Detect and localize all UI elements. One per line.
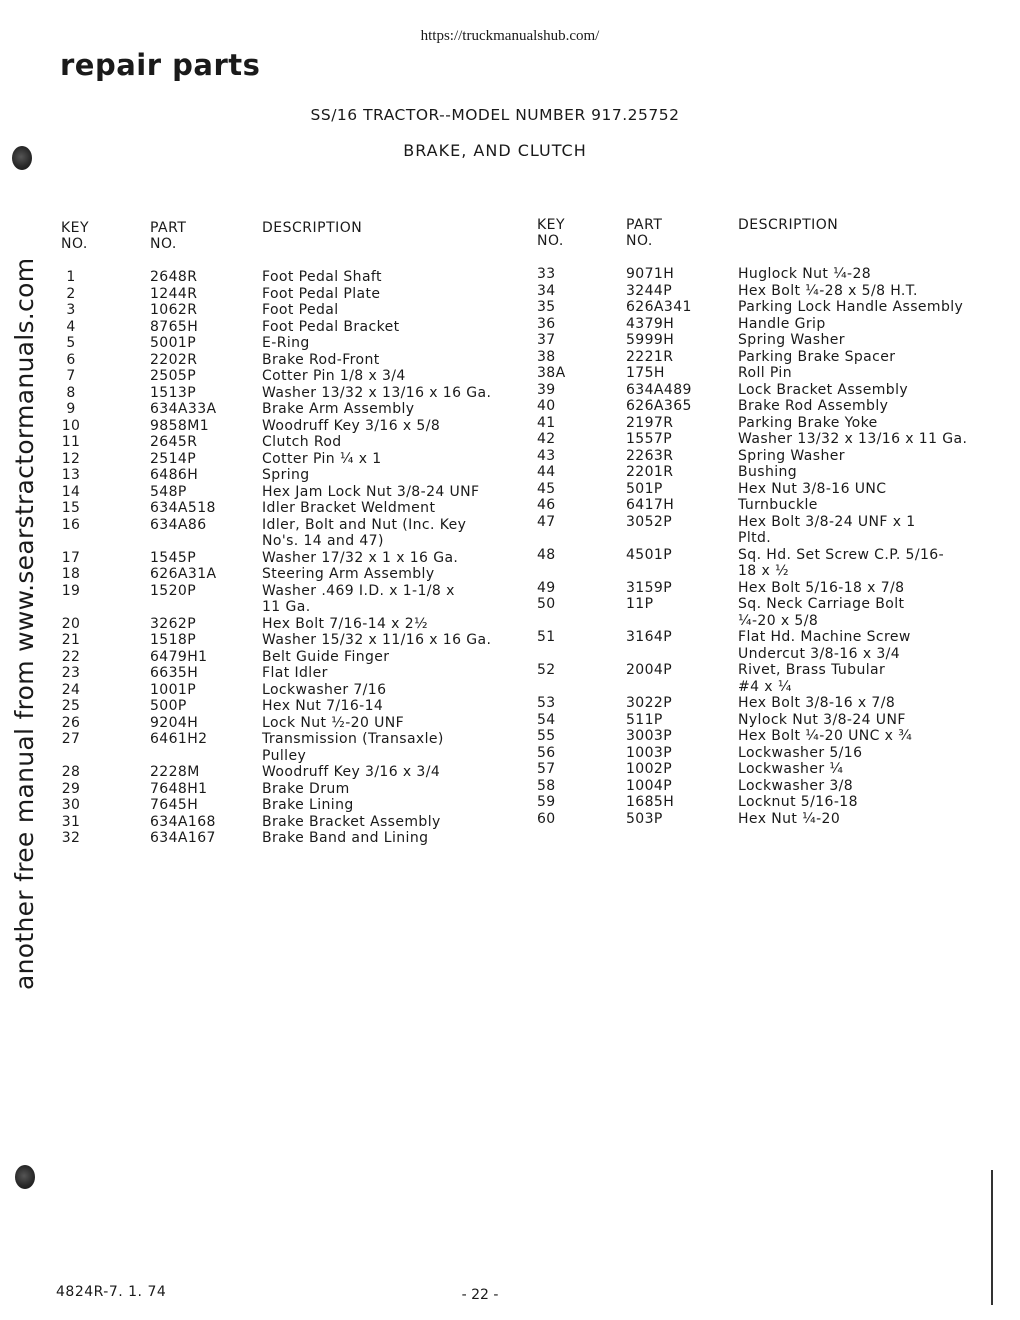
part-description: Undercut 3/8-16 x 3/4: [738, 645, 901, 662]
part-description: Pulley: [262, 747, 307, 764]
key-number: 28: [61, 764, 81, 780]
key-number: 55: [537, 728, 556, 744]
part-description: Washer 17/32 x 1 x 16 Ga.: [262, 549, 459, 566]
part-description: Hex Nut 7/16-14: [262, 698, 384, 714]
part-description: No's. 14 and 47): [262, 533, 384, 549]
part-number: 9858M1: [150, 417, 210, 434]
key-number: 16: [61, 516, 81, 533]
key-number: 21: [61, 632, 81, 648]
part-number: 2263R: [626, 447, 674, 464]
part-number: 9204H: [150, 714, 199, 731]
part-number: 4501P: [626, 546, 673, 563]
key-number: 4: [66, 318, 76, 335]
part-number: 6486H: [150, 467, 199, 483]
part-description: Woodruff Key 3/16 x 5/8: [262, 417, 441, 434]
part-number: 634A489: [626, 381, 692, 398]
part-description: Roll Pin: [738, 365, 792, 381]
key-number: 9: [66, 401, 76, 417]
key-number: 60: [537, 810, 556, 827]
part-number: 1004P: [626, 777, 673, 794]
key-number: 46: [537, 497, 556, 513]
key-number: 57: [537, 761, 556, 777]
part-number: 634A167: [150, 830, 216, 846]
part-description: Hex Bolt ¼-20 UNC x ¾: [738, 728, 913, 744]
part-number: 626A365: [626, 398, 692, 414]
part-number: 7645H: [150, 797, 199, 813]
part-description: Foot Pedal Bracket: [262, 318, 400, 335]
key-number: 15: [61, 500, 81, 516]
key-number: 52: [537, 662, 556, 678]
part-description: Brake Lining: [262, 797, 354, 813]
key-number: 35: [537, 299, 556, 315]
part-number: 1244R: [150, 285, 198, 302]
part-description: Hex Bolt 3/8-16 x 7/8: [738, 695, 896, 711]
key-number: 51: [537, 629, 556, 645]
part-number: 2004P: [626, 662, 673, 678]
key-number: 25: [61, 698, 81, 714]
footer-code: 4824R-7. 1. 74: [56, 1284, 167, 1300]
right-header-part: PART NO.: [626, 217, 663, 249]
key-number: 54: [537, 711, 556, 728]
part-number: 1003P: [626, 744, 673, 761]
part-number: 11P: [626, 596, 654, 612]
part-number: 3164P: [626, 629, 673, 645]
part-description: Pltd.: [738, 530, 772, 546]
watermark-text: another free manual from www.searstractormanuals.com: [10, 257, 39, 990]
part-description: Turnbuckle: [738, 497, 818, 513]
key-number: 23: [61, 665, 81, 681]
key-number: 32: [61, 830, 81, 846]
part-number: 1001P: [150, 681, 197, 698]
key-number: 34: [537, 282, 556, 299]
part-description: Spring Washer: [738, 447, 845, 464]
part-description: Flat Idler: [262, 665, 328, 681]
key-number: 14: [61, 483, 81, 500]
part-description: Hex Bolt 7/16-14 x 2½: [262, 615, 428, 632]
section-title: BRAKE, AND CLUTCH: [403, 141, 587, 160]
key-number: 50: [537, 596, 556, 612]
part-number: 626A31A: [150, 566, 217, 582]
key-number: 40: [537, 398, 556, 414]
part-number: 6417H: [626, 497, 675, 513]
part-description: Brake Arm Assembly: [262, 401, 415, 417]
key-number: 1: [66, 269, 76, 285]
part-description: Cotter Pin 1/8 x 3/4: [262, 368, 406, 384]
key-number: 20: [61, 615, 81, 632]
part-description: Spring Washer: [738, 332, 845, 348]
part-description: 11 Ga.: [262, 599, 311, 615]
part-description: Parking Brake Spacer: [738, 348, 896, 365]
part-description: Sq. Neck Carriage Bolt: [738, 596, 905, 612]
part-description: Washer 13/32 x 13/16 x 16 Ga.: [262, 384, 492, 401]
part-number: 3003P: [626, 728, 673, 744]
part-description: Cotter Pin ¼ x 1: [262, 450, 382, 467]
part-number: 634A86: [150, 516, 207, 533]
key-number: 18: [61, 566, 81, 582]
part-description: Belt Guide Finger: [262, 648, 390, 665]
part-description: Nylock Nut 3/8-24 UNF: [738, 711, 906, 728]
key-number: 56: [537, 744, 556, 761]
key-number: 22: [61, 648, 81, 665]
part-number: 9071H: [626, 266, 675, 282]
page-edge-line: [991, 1170, 993, 1305]
part-description: Washer 15/32 x 11/16 x 16 Ga.: [262, 632, 492, 648]
key-number: 42: [537, 431, 556, 447]
part-description: Idler, Bolt and Nut (Inc. Key: [262, 516, 467, 533]
part-number: 1545P: [150, 549, 197, 566]
part-description: Lockwasher 7/16: [262, 681, 387, 698]
key-number: 12: [61, 450, 81, 467]
part-number: 1002P: [626, 761, 673, 777]
part-description: #4 x ¼: [738, 678, 792, 695]
key-number: 3: [66, 302, 76, 318]
part-description: Woodruff Key 3/16 x 3/4: [262, 764, 441, 780]
part-number: 6635H: [150, 665, 199, 681]
key-number: 38: [537, 348, 556, 365]
part-number: 2197R: [626, 414, 674, 431]
part-number: 2514P: [150, 450, 197, 467]
part-description: Transmission (Transaxle): [262, 731, 444, 747]
part-number: 1518P: [150, 632, 197, 648]
part-description: 18 x ½: [738, 563, 789, 579]
key-number: 7: [66, 368, 76, 384]
part-description: Lock Nut ½-20 UNF: [262, 714, 405, 731]
part-number: 2201R: [626, 464, 674, 480]
key-number: 10: [61, 417, 81, 434]
key-number: 45: [537, 480, 556, 497]
part-number: 3159P: [626, 579, 673, 596]
binder-hole-bottom-icon: [15, 1165, 35, 1189]
part-number: 501P: [626, 480, 663, 497]
part-description: ¼-20 x 5/8: [738, 612, 819, 629]
key-number: 31: [61, 813, 81, 830]
part-description: Brake Band and Lining: [262, 830, 429, 846]
key-number: 8: [66, 384, 76, 401]
part-description: Hex Bolt 5/16-18 x 7/8: [738, 579, 905, 596]
page-number: - 22 -: [461, 1287, 499, 1303]
part-description: Locknut 5/16-18: [738, 794, 858, 810]
part-number: 1557P: [626, 431, 673, 447]
key-number: 39: [537, 381, 556, 398]
key-number: 13: [61, 467, 81, 483]
part-description: Hex Jam Lock Nut 3/8-24 UNF: [262, 483, 480, 500]
left-header-part: PART NO.: [150, 220, 187, 252]
part-description: Idler Bracket Weldment: [262, 500, 436, 516]
key-number: 44: [537, 464, 556, 480]
part-description: Bushing: [738, 464, 798, 480]
part-number: 503P: [626, 810, 663, 827]
part-description: Hex Bolt ¼-28 x 5/8 H.T.: [738, 282, 918, 299]
part-description: Lock Bracket Assembly: [738, 381, 909, 398]
key-number: 33: [537, 266, 556, 282]
part-number: 2202R: [150, 351, 198, 368]
left-header-description: DESCRIPTION: [262, 220, 363, 236]
part-number: 634A168: [150, 813, 216, 830]
key-number: 59: [537, 794, 556, 810]
key-number: 26: [61, 714, 81, 731]
key-number: 38A: [537, 365, 566, 381]
part-description: Hex Nut ¼-20: [738, 810, 841, 827]
part-number: 5001P: [150, 335, 197, 351]
part-description: Hex Nut 3/8-16 UNC: [738, 480, 887, 497]
part-number: 175H: [626, 365, 665, 381]
key-number: 5: [66, 335, 76, 351]
right-header-key: KEY NO.: [537, 217, 566, 249]
key-number: 2: [66, 285, 76, 302]
part-description: Foot Pedal Shaft: [262, 269, 382, 285]
part-number: 634A518: [150, 500, 216, 516]
binder-hole-top-icon: [12, 146, 32, 170]
part-number: 8765H: [150, 318, 199, 335]
key-number: 11: [61, 434, 81, 450]
part-description: Steering Arm Assembly: [262, 566, 435, 582]
part-description: Rivet, Brass Tubular: [738, 662, 886, 678]
part-number: 2221R: [626, 348, 674, 365]
key-number: 49: [537, 579, 556, 596]
part-description: Hex Bolt 3/8-24 UNF x 1: [738, 513, 916, 530]
key-number: 24: [61, 681, 81, 698]
part-number: 6461H2: [150, 731, 208, 747]
part-description: E-Ring: [262, 335, 310, 351]
part-number: 2645R: [150, 434, 198, 450]
part-number: 1062R: [150, 302, 198, 318]
part-description: Handle Grip: [738, 315, 826, 332]
part-number: 3022P: [626, 695, 673, 711]
part-description: Lockwasher ¼: [738, 761, 844, 777]
part-description: Parking Lock Handle Assembly: [738, 299, 964, 315]
part-number: 500P: [150, 698, 187, 714]
part-number: 1513P: [150, 384, 197, 401]
part-description: Brake Drum: [262, 780, 350, 797]
model-subtitle: SS/16 TRACTOR--MODEL NUMBER 917.25752: [310, 106, 680, 124]
part-number: 626A341: [626, 299, 692, 315]
key-number: 19: [61, 582, 81, 599]
key-number: 6: [66, 351, 76, 368]
part-number: 3052P: [626, 513, 673, 530]
key-number: 47: [537, 513, 556, 530]
part-number: 2648R: [150, 269, 198, 285]
key-number: 17: [61, 549, 81, 566]
part-description: Lockwasher 3/8: [738, 777, 854, 794]
key-number: 36: [537, 315, 556, 332]
part-number: 7648H1: [150, 780, 208, 797]
right-header-description: DESCRIPTION: [738, 217, 839, 233]
part-description: Sq. Hd. Set Screw C.P. 5/16-: [738, 546, 945, 563]
key-number: 58: [537, 777, 556, 794]
part-number: 511P: [626, 711, 663, 728]
part-description: Clutch Rod: [262, 434, 342, 450]
part-description: Washer 13/32 x 13/16 x 11 Ga.: [738, 431, 968, 447]
part-description: Lockwasher 5/16: [738, 744, 863, 761]
source-url[interactable]: https://truckmanualshub.com/: [420, 28, 600, 44]
key-number: 48: [537, 546, 556, 563]
key-number: 53: [537, 695, 556, 711]
part-number: 634A33A: [150, 401, 217, 417]
part-number: 1685H: [626, 794, 675, 810]
part-description: Huglock Nut ¼-28: [738, 266, 872, 282]
part-number: 3244P: [626, 282, 673, 299]
key-number: 27: [61, 731, 81, 747]
key-number: 37: [537, 332, 556, 348]
part-number: 4379H: [626, 315, 675, 332]
part-description: Foot Pedal: [262, 302, 339, 318]
part-description: Washer .469 I.D. x 1-1/8 x: [262, 582, 455, 599]
part-number: 548P: [150, 483, 187, 500]
part-description: Foot Pedal Plate: [262, 285, 381, 302]
left-header-key: KEY NO.: [61, 220, 90, 252]
part-number: 5999H: [626, 332, 675, 348]
page-heading: repair parts: [60, 48, 261, 82]
part-description: Parking Brake Yoke: [738, 414, 878, 431]
part-description: Flat Hd. Machine Screw: [738, 629, 911, 645]
part-description: Brake Rod-Front: [262, 351, 380, 368]
part-number: 1520P: [150, 582, 197, 599]
part-description: Brake Rod Assembly: [738, 398, 889, 414]
part-description: Spring: [262, 467, 310, 483]
key-number: 41: [537, 414, 556, 431]
key-number: 29: [61, 780, 81, 797]
part-number: 3262P: [150, 615, 197, 632]
part-number: 6479H1: [150, 648, 208, 665]
key-number: 43: [537, 447, 556, 464]
key-number: 30: [61, 797, 81, 813]
part-description: Brake Bracket Assembly: [262, 813, 441, 830]
part-number: 2228M: [150, 764, 200, 780]
part-number: 2505P: [150, 368, 197, 384]
